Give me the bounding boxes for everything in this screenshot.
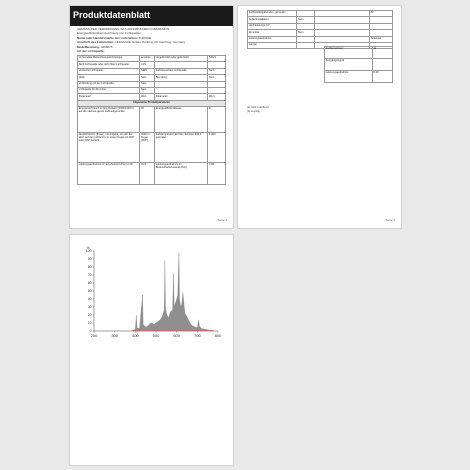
y-tick-label: 50 [87, 289, 92, 294]
address-value: LEDVANCE GmbH, Parkring 29, Garching, Germany [115, 40, 186, 44]
y-tick-label: 80 [87, 265, 92, 270]
table-row: Farbkonsistenz Ja [325, 47, 393, 59]
spectrum-chart [70, 243, 233, 353]
table-row: Lampe [248, 42, 393, 48]
table-row: Außeninstallation Nein [248, 17, 393, 23]
x-tick-label: 200 [90, 333, 98, 338]
datasheet-page-1 [70, 6, 233, 228]
table-row: Lichtquelle für dimmbar: Nein [78, 87, 226, 93]
page-title: Produktdatenblatt [73, 10, 151, 20]
table-row: Leistungsaufnahme 0,49 [325, 71, 393, 83]
y-tick-label: 60 [87, 281, 92, 286]
datasheet-page-2 [238, 6, 401, 228]
table-row: Nutzlichtstrom (Φuse), mit Angabe, ob sich der Wert auf den Lichtstrom in einem Kegel mit 360° oder 120° bezieht 3200 in Kugel (360°) Farbtemperatur, auf die nächsten 100 K gerundet 4 000 [78, 133, 226, 163]
x-tick-label: 600 [173, 333, 181, 338]
y-tick-label: 90 [87, 257, 92, 262]
page2-side-table [324, 46, 393, 83]
y-tick-label: 70 [87, 273, 92, 278]
x-tick-label: 700 [193, 333, 201, 338]
page-number: Seite 2 [385, 218, 395, 222]
supplier-label: Name oder Handelsmarke des Lieferanten: [77, 36, 138, 40]
y-axis-label: % [86, 246, 90, 250]
title-bar [70, 6, 233, 26]
table-row: Leistungsaufnahme im Ein-Zustand (Pon) in W 31,5 Leistungsaufnahme im Bereitschaftszustand (Psb) 0,00 [78, 163, 226, 185]
y-tick-label: 100 [85, 249, 92, 254]
spectrum-page [70, 235, 233, 465]
y-tick-label: 30 [87, 305, 92, 310]
table-row: Verwendete Beleuchtungstechnologie: sonstige Ungebündelt oder gebündelt: NDLS [78, 56, 226, 62]
table-row: Dimmbar Nein [248, 30, 393, 36]
table-row: Farbwiedergabeindex, gerundet 83 [248, 11, 393, 17]
light-source-type-label: Art der Lichtquelle: [77, 49, 105, 53]
model-value: 4058075 [100, 45, 113, 49]
footnote-2: (b) ungültig [247, 110, 260, 113]
x-tick-label: 800 [214, 333, 222, 338]
y-tick-label: 20 [87, 313, 92, 318]
y-tick-label: 10 [87, 321, 92, 326]
x-tick-label: 400 [131, 333, 139, 338]
table-row: Hochleistungs-UV [248, 23, 393, 29]
section-header-row: Allgemeine Produktparameter [78, 100, 226, 106]
table-row: Ausgangssignal [325, 59, 393, 71]
table-row: Verbindung mit der Lichtquelle: Nein [78, 81, 226, 87]
table-row: Parameter Wert Parameter Wert [78, 94, 226, 100]
intro-line-1: GEMÄSS DER VERORDNUNG (EU) 2019/2015 DER KOMMISSION [77, 27, 170, 31]
spectrum-series [131, 253, 214, 331]
page-number: Seite 1 [217, 218, 227, 222]
address-label: Anschrift des Lieferanten: [77, 40, 115, 44]
table-row: Leistungsaufnahme Teilweise [248, 36, 393, 42]
x-tick-label: 500 [152, 333, 160, 338]
model-label: Modellkennung: [77, 45, 100, 49]
supplier-value: THRONE [138, 36, 152, 40]
table-row: Vernetzte Lichtquelle: NEIN Farbsteuerbare Lichtquelle: Nein [78, 68, 226, 74]
x-tick-label: 300 [111, 333, 119, 338]
intro-line-2: Energieeffizienzkennzeichnung von Lichtquellen [77, 30, 141, 35]
table-row: Netz-Lichtquelle oder nicht Netz-Lichtquelle: CLS [78, 62, 226, 68]
y-tick-label: 40 [87, 297, 92, 302]
table-row: Energieverbrauch im Ein-Zustand (kWh/1000 h), auf die nächste ganze Zahl aufgerundet 32 Energieeffizienzklasse E [78, 107, 226, 133]
footnote-1: (a) nicht zutreffend [247, 106, 269, 109]
page2-table [247, 10, 393, 49]
table-row: Hülle: Nein Blendung: Nein [78, 75, 226, 81]
y-tick-label: 0 [89, 329, 92, 334]
general-table [77, 55, 226, 185]
